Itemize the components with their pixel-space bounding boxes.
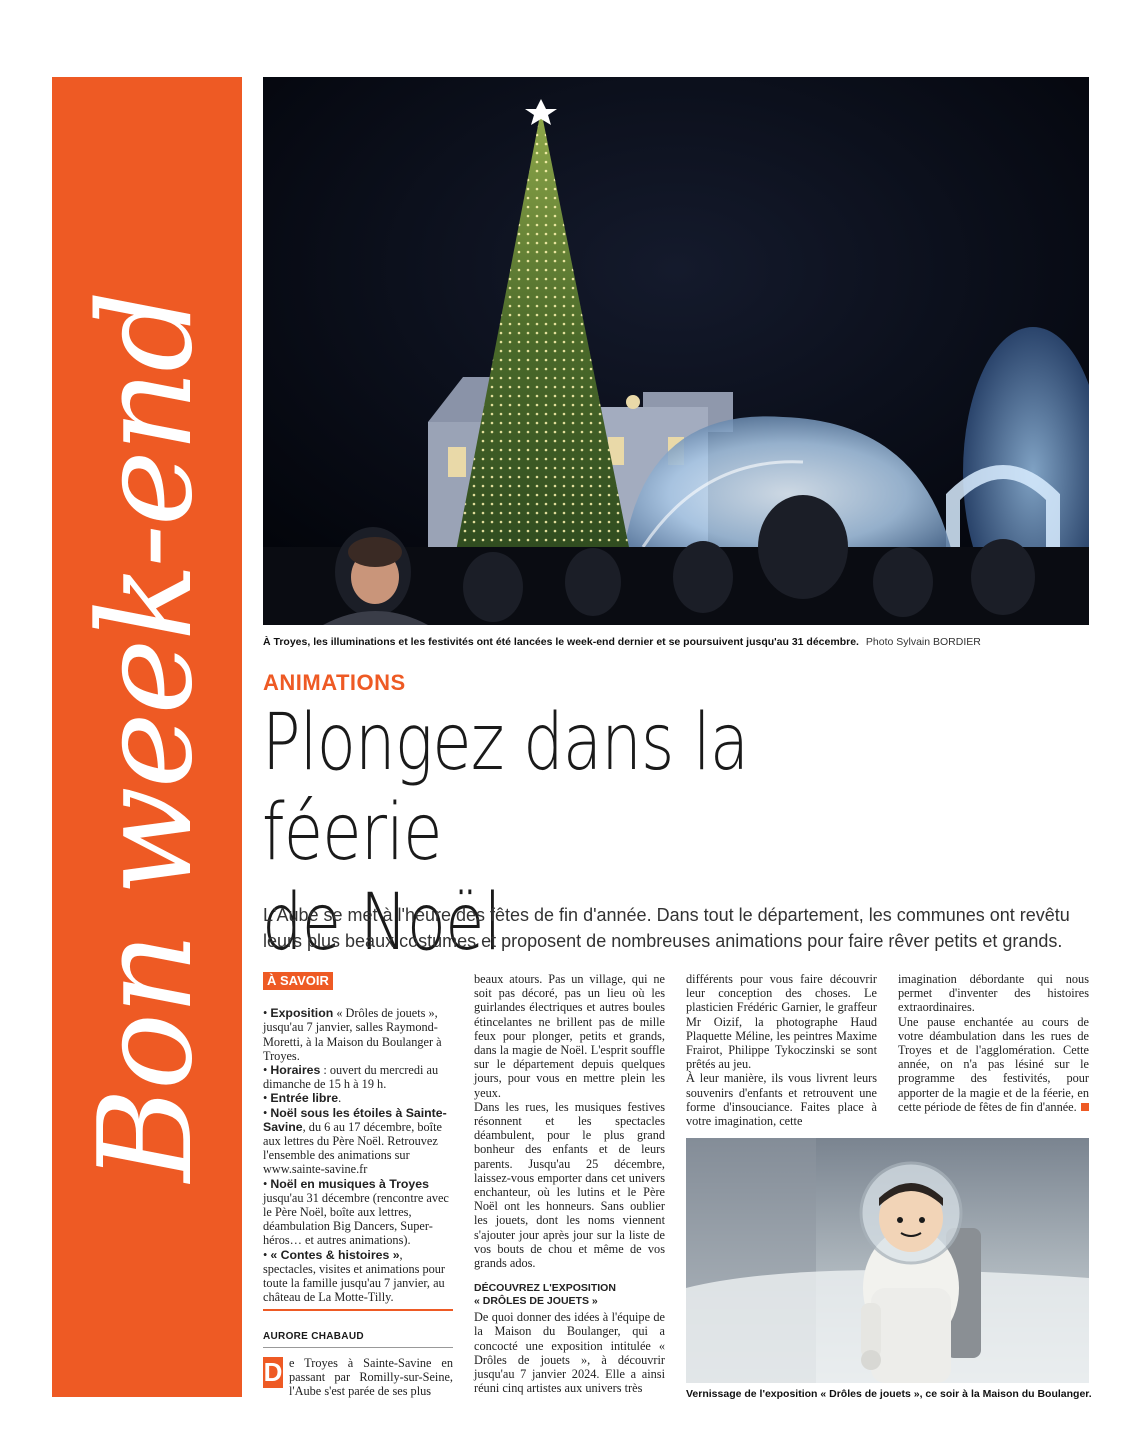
article-column-1 bbox=[263, 1356, 453, 1399]
info-item: • Noël en musiques à Troyes jusqu'au 31 décembre (rencontre avec le Père Noël, boîte aux lettres, déambulation Big Dancers, Super-héros… et autres animations). bbox=[263, 1176, 449, 1248]
article-paragraph: Dans les rues, les musiques festives résonnent et les spectacles déambulent, pour le plus grand bonheur des enfants et de leurs parents. Jusqu'au 25 décembre, laissez-vous emporter dans cet univers enchanteur, où les lutins et le Père Noël ont les honneurs. Sans oublier les jouets, dont les noms viennent s'ajouter jour après jour sur la liste de vos bouts de chou et même de vos grands ados. bbox=[474, 1099, 665, 1271]
article-paragraph bbox=[898, 1015, 1089, 1114]
info-item-text: , du 6 au 17 décembre, boîte aux lettres du Père Noël. Retrouvez l'ensemble des animations sur www.sainte-savine.fr bbox=[263, 1119, 442, 1177]
info-item: • Exposition « Drôles de jouets », jusqu'au 7 janvier, salles Raymond-Moretti, à la Maison du Boulanger à Troyes. bbox=[263, 1006, 442, 1063]
info-item-title: « Contes & histoires » bbox=[270, 1247, 400, 1262]
section-kicker: ANIMATIONS bbox=[263, 670, 406, 695]
drop-cap: D bbox=[263, 1357, 283, 1387]
toy-exhibition-photo bbox=[686, 1138, 1089, 1383]
info-item: • « Contes & histoires », spectacles, visites et animations pour toute la famille jusqu'au 7 janvier, au château de La Motte-Tilly. bbox=[263, 1247, 446, 1305]
christmas-tree-illustration bbox=[263, 77, 1089, 625]
info-item: • Horaires : ouvert du mercredi au dimanche de 15 h à 19 h. bbox=[263, 1063, 439, 1092]
article-column-2 bbox=[474, 972, 665, 1395]
info-item-text: « Drôles de jouets », jusqu'au 7 janvier, salles Raymond-Moretti, à la Maison du Boulanger à Troyes. bbox=[263, 1006, 442, 1063]
article-text: Une pause enchantée au cours de votre déambulation dans les rues de Troyes et de l'agglomération. Cette année, on n'a pas lésiné sur le programme des festivités, pour apporter de la magie et de la féerie, en cette période de fêtes de fin d'année. bbox=[898, 1014, 1089, 1114]
photo-caption-text: À Troyes, les illuminations et les festivités ont été lancées le week-end dernier et se poursuivent jusqu'au 31 décembre. bbox=[263, 636, 859, 648]
article-column-3 bbox=[686, 972, 877, 1128]
article-column-4 bbox=[898, 972, 1089, 1114]
article-paragraph: imagination débordante qui nous permet d'inventer des histoires extraordinaires. bbox=[898, 972, 1089, 1015]
info-item-title: Entrée libre bbox=[270, 1091, 339, 1106]
info-box-divider bbox=[263, 1309, 453, 1311]
info-box-label: À SAVOIR bbox=[263, 972, 333, 990]
section-title: Bon week-end bbox=[72, 292, 221, 1182]
end-mark-icon bbox=[1081, 1103, 1089, 1111]
info-box bbox=[263, 972, 453, 1304]
toy-figure-illustration bbox=[686, 1138, 1089, 1383]
info-item-text: . bbox=[338, 1091, 342, 1106]
byline-divider bbox=[263, 1347, 453, 1348]
subhead-line-1: DÉCOUVREZ L'EXPOSITION bbox=[474, 1282, 616, 1295]
article-paragraph: À leur manière, ils vous livrent leurs souvenirs d'enfants et retrouvent une forme d'insouciance. Faites place à votre imagination, cette bbox=[686, 1071, 877, 1129]
byline: AURORE CHABAUD bbox=[263, 1331, 364, 1342]
info-item-text: jusqu'au 31 décembre (rencontre avec le Père Noël, boîte aux lettres, déambulation Big Dancers, Super-héros… et autres animations). bbox=[263, 1190, 449, 1248]
info-box-list bbox=[263, 1006, 453, 1304]
article-paragraph: beaux atours. Pas un village, qui ne soit pas décoré, pas un lieu où les guirlandes électriques et autres boules étincelantes ne brillent pas de mille feux pour plonger, petits et grands, dans la magie de Noël. L'esprit souffle sur le département depuis quelques jours, pour vous en mettre plein les yeux. bbox=[474, 972, 665, 1100]
info-item-title: Exposition bbox=[270, 1006, 334, 1021]
photo2-caption-text: Vernissage de l'exposition « Drôles de jouets », ce soir à la Maison du Boulanger. bbox=[686, 1388, 1092, 1400]
photo2-caption bbox=[686, 1388, 1092, 1400]
headline-line-2: de Noël bbox=[262, 878, 501, 968]
info-item-text: : ouvert du mercredi au dimanche de 15 h à 19 h. bbox=[263, 1063, 439, 1092]
article-subhead bbox=[474, 1282, 665, 1308]
article-text: e Troyes à Sainte-Savine en passant par Romilly-sur-Seine, l'Aube s'est parée de ses plus bbox=[289, 1356, 453, 1399]
article-paragraph: différents pour vous faire découvrir leur conception des choses. Le plasticien Frédéric Garnier, le graffeur Mr Oizif, la photographe Haud Plaquette Méline, les peintres Maxime Frairot, Philippe Tykoczinski se sont prêtés au jeu. bbox=[686, 972, 877, 1072]
info-item: • Noël sous les étoiles à Sainte-Savine, du 6 au 17 décembre, boîte aux lettres du Père Noël. Retrouvez l'ensemble des animations sur www.sainte-savine.fr bbox=[263, 1105, 447, 1177]
info-item-title: Horaires bbox=[270, 1063, 321, 1078]
photo-credit: Photo Sylvain BORDIER bbox=[865, 636, 981, 648]
photo-caption bbox=[263, 636, 981, 648]
info-item: • Entrée libre. bbox=[263, 1091, 342, 1106]
info-item-text: , spectacles, visites et animations pour toute la famille jusqu'au 7 janvier, au château de La Motte-Tilly. bbox=[263, 1247, 446, 1305]
article-paragraph: De quoi donner des idées à l'équipe de la Maison du Boulanger, qui a concocté une exposition intitulée « Drôles de jouets », à découvrir jusqu'au 7 janvier 2024. Elle a ainsi réuni cinq artistes aux univers très bbox=[474, 1310, 665, 1396]
info-item-title: Noël en musiques à Troyes bbox=[270, 1176, 429, 1191]
section-band bbox=[52, 77, 242, 1397]
info-item-title: Noël sous les étoiles à Sainte-Savine bbox=[263, 1105, 447, 1134]
headline-line-1: Plongez dans la féerie bbox=[262, 698, 749, 878]
subhead-line-2: « DRÔLES DE JOUETS » bbox=[474, 1295, 598, 1308]
article-intro: L'Aube se met à l'heure des fêtes de fin d'année. Dans tout le département, les communes ont revêtu leurs plus beaux costumes et proposent de nombreuses animations pour faire rêver petits et grands. bbox=[263, 905, 1070, 951]
christmas-tree-photo bbox=[263, 77, 1089, 625]
